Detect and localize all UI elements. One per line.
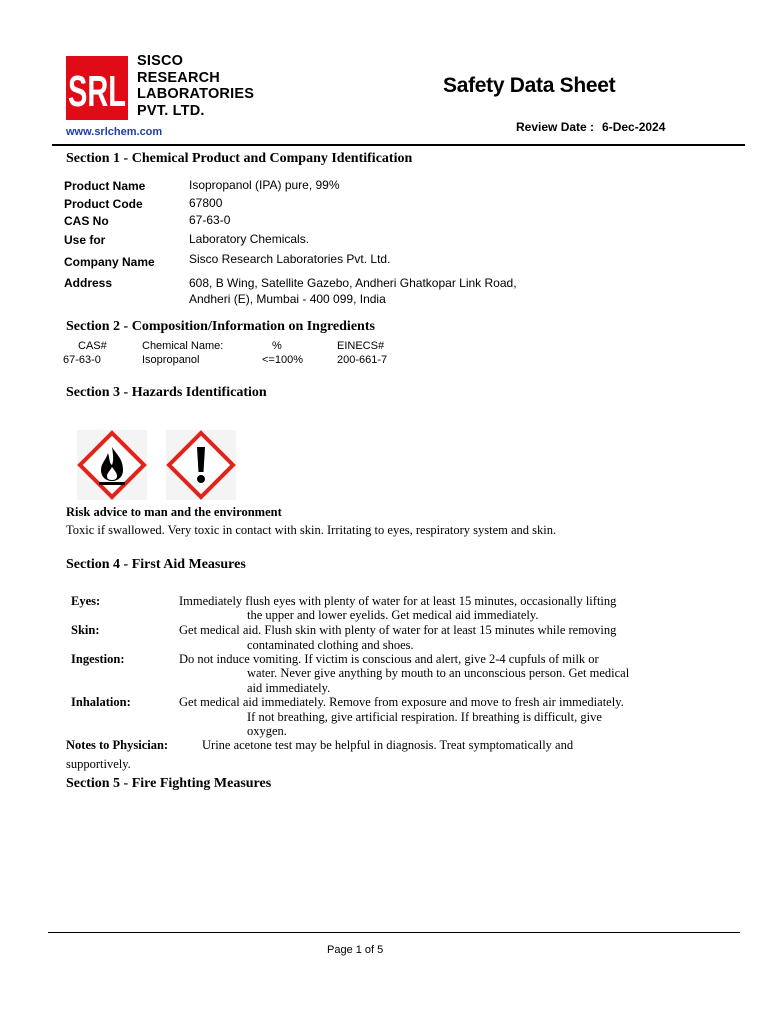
first-aid-inhalation-text: If not breathing, give artificial respiration. If breathing is difficult, give: [247, 710, 602, 724]
first-aid-skin-text: Get medical aid. Flush skin with plenty of water for at least 15 minutes while removing: [179, 623, 617, 637]
first-aid-ingestion-text: Do not induce vomiting. If victim is conscious and alert, give 2-4 cupfuls of milk or: [179, 652, 599, 666]
company-name-line: RESEARCH: [137, 69, 220, 86]
risk-advice-title: Risk advice to man and the environment: [66, 505, 282, 519]
column-header-percent: %: [272, 340, 282, 352]
first-aid-skin-label: Skin:: [71, 623, 100, 637]
use-for-label: Use for: [64, 233, 106, 247]
section-3-heading: Section 3 - Hazards Identification: [66, 385, 267, 400]
first-aid-eyes-text: Immediately flush eyes with plenty of water for at least 15 minutes, occasionally lifting: [179, 594, 617, 608]
company-name: [137, 53, 254, 119]
company-logo: [66, 56, 128, 120]
first-aid-eyes-label: Eyes:: [71, 594, 101, 608]
notes-to-physician-text: supportively.: [66, 757, 131, 771]
risk-advice-text: Toxic if swallowed. Very toxic in contact with skin. Irritating to eyes, respiratory system and skin.: [66, 523, 557, 537]
first-aid-skin-text: contaminated clothing and shoes.: [247, 638, 414, 652]
flammable-icon: [77, 430, 147, 500]
first-aid-inhalation-text: oxygen.: [247, 724, 287, 738]
section-1-heading: Section 1 - Chemical Product and Company Identification: [66, 151, 413, 166]
product-name-value: Isopropanol (IPA) pure, 99%: [189, 178, 340, 192]
logo-text: SRL: [68, 67, 126, 116]
company-name-label: Company Name: [64, 255, 155, 269]
column-header-chemical-name: Chemical Name:: [142, 340, 224, 352]
ingredient-name: Isopropanol: [142, 354, 200, 366]
first-aid-ingestion-text: aid immediately.: [247, 681, 331, 695]
company-name-value: Sisco Research Laboratories Pvt. Ltd.: [189, 252, 391, 266]
ingredient-einecs: 200-661-7: [337, 354, 388, 366]
review-date-label: Review Date :: [516, 120, 595, 134]
first-aid-ingestion-label: Ingestion:: [71, 652, 125, 666]
document-title: Safety Data Sheet: [443, 74, 616, 97]
company-name-line: LABORATORIES: [137, 86, 255, 102]
product-name-label: Product Name: [64, 179, 146, 193]
section-4-heading: Section 4 - First Aid Measures: [66, 557, 246, 572]
page-number: Page 1 of 5: [327, 944, 384, 956]
company-name-line: PVT. LTD.: [137, 102, 205, 119]
address-label: Address: [64, 276, 113, 290]
section-2-heading: Section 2 - Composition/Information on Ingredients: [66, 319, 375, 334]
review-date-value: 6-Dec-2024: [602, 120, 666, 134]
company-name-line: SISCO: [137, 53, 184, 69]
first-aid-inhalation-label: Inhalation:: [71, 695, 131, 709]
first-aid-inhalation-text: Get medical aid immediately. Remove from exposure and move to fresh air immediately.: [179, 695, 624, 709]
section-5-heading: Section 5 - Fire Fighting Measures: [66, 776, 272, 791]
first-aid-ingestion-text: water. Never give anything by mouth to an unconscious person. Get medical: [247, 666, 630, 680]
use-for-value: Laboratory Chemicals.: [189, 232, 310, 246]
column-header-cas: CAS#: [78, 340, 107, 352]
ingredient-cas: 67-63-0: [63, 354, 101, 366]
review-date: [516, 120, 665, 134]
notes-to-physician-label: Notes to Physician:: [66, 738, 169, 752]
notes-to-physician-text: Urine acetone test may be helpful in diagnosis. Treat symptomatically and: [202, 738, 574, 752]
address-line-2: Andheri (E), Mumbai - 400 099, India: [189, 292, 386, 306]
header-divider: [52, 144, 745, 146]
cas-no-value: 67-63-0: [189, 213, 231, 227]
product-code-value: 67800: [189, 196, 223, 210]
first-aid-eyes-text: the upper and lower eyelids. Get medical aid immediately.: [247, 608, 539, 622]
exclamation-mark-icon: [166, 430, 236, 500]
cas-no-label: CAS No: [64, 214, 109, 228]
address-line-1: 608, B Wing, Satellite Gazebo, Andheri Ghatkopar Link Road,: [189, 276, 517, 290]
ingredient-percent: <=100%: [262, 354, 303, 366]
footer-divider: [48, 932, 740, 933]
website-link[interactable]: www.srlchem.com: [66, 126, 163, 138]
product-code-label: Product Code: [64, 197, 143, 211]
column-header-einecs: EINECS#: [337, 340, 385, 352]
